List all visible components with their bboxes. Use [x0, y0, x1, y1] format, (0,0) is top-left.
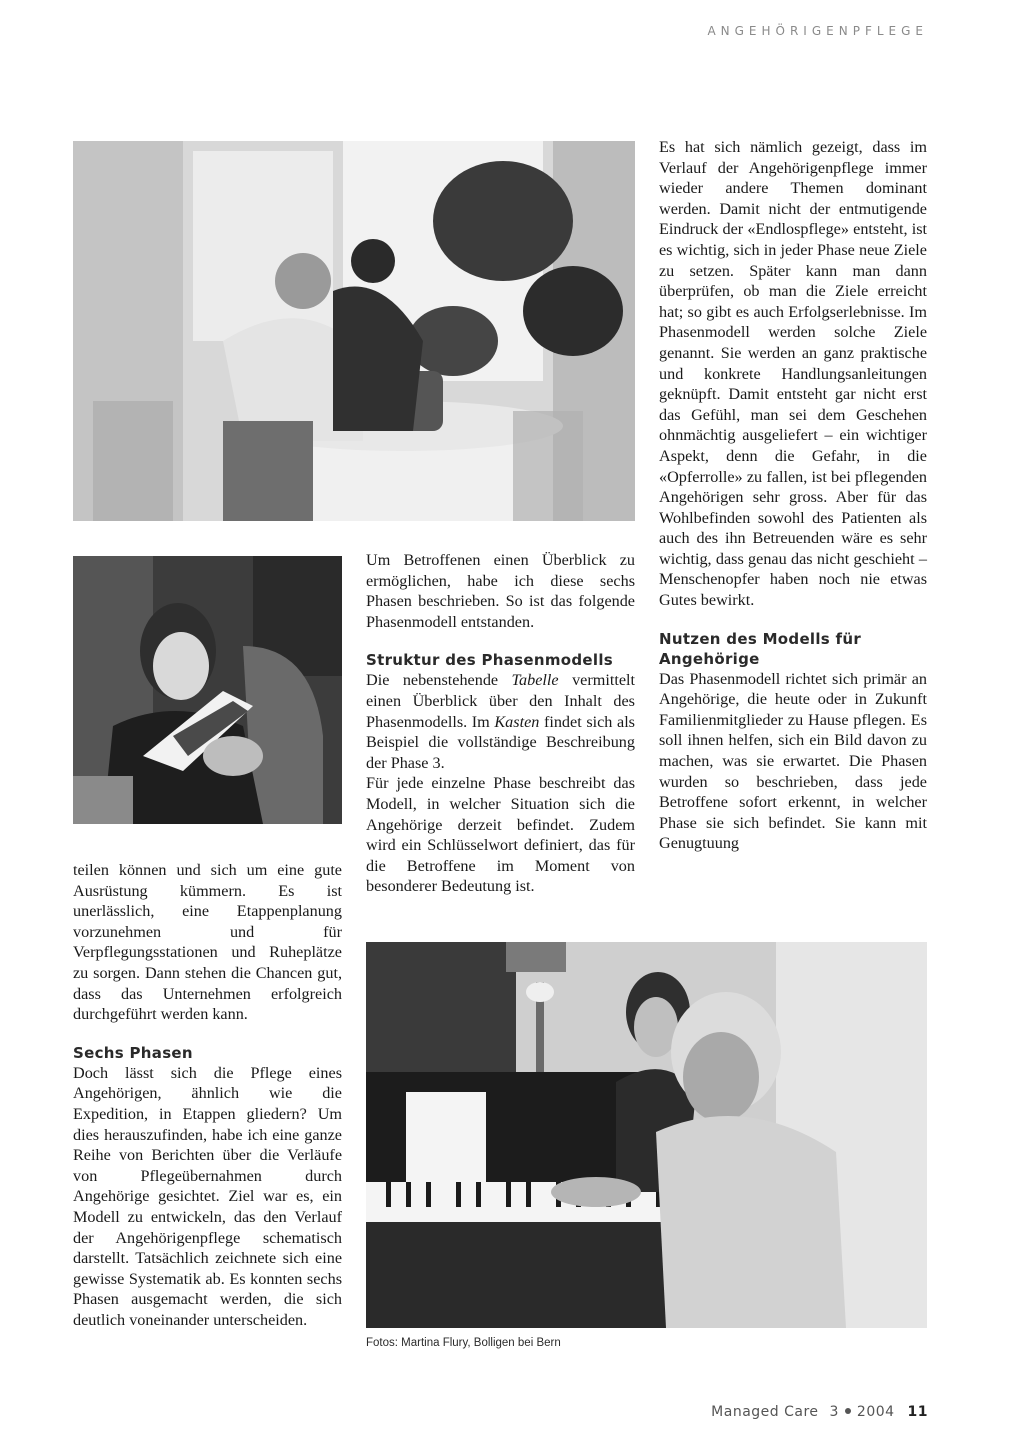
- page-footer: [711, 1404, 928, 1420]
- paragraph-sechs-phasen: Doch lässt sich die Pflege eines Angehörigen, ähnlich wie die Expedition, in Etappen gliedern? Um dies herauszufinden, habe ich eine ganze Reihe von Berichten über die Verläufe von Pflegeübernahmen durch Angehörige gesichtet. Ziel war es, ein Modell zu entwickeln, das den Verlauf der Angehörigenpflege schematisch darstellt. Tatsächlich zeichnete sich eine gewisse Systematik ab. Es konnten sechs Phasen ausgemacht werden, die sich deutlich voneinander unterscheiden.: [73, 1063, 342, 1329]
- issue-year: 2004: [856, 1404, 895, 1420]
- paragraph-themes: Es hat sich nämlich gezeigt, dass im Verlauf der Angehörigenpflege immer wieder andere Themen dominant werden. Damit nicht der entmutigende Eindruck der «Endlospflege» entsteht, ist es wichtig, sich in jeder Phase neue Ziele zu setzen. Später kann man dann überprüfen, ob man die Ziele erreicht hat; so gibt es auch Erfolgserlebnisse. Im Phasenmodell werden solche Ziele genannt. Sie werden an ganz praktische und konkrete Handlungsanleitungen geknüpft. Damit entsteht gar nicht erst das Gefühl, man sei dem Geschehen ohnmächtig ausgeliefert – ein wichtiger Aspekt, denn die Gefahr, in die «Opferrolle» zu fallen, ist bei pflegenden Angehörigen sehr gross. Aber für das Wohlbefinden sowohl des Patienten als auch des ihn Betreuenden wäre es sehr wichtig, dass genau das nicht geschieht – Menschenopfer haben noch nie etwas Gutes bewirkt.: [659, 138, 927, 610]
- column-right: [659, 137, 927, 854]
- paragraph-struktur: [366, 670, 635, 773]
- text-run: Die nebenstehende: [366, 671, 512, 690]
- paragraph-phase-description: Für jede einzelne Phase beschreibt das Modell, in welcher Situation sich die Angehörige derzeit befindet. Zudem wird ein Schlüsselwort definiert, das für die Betroffene im Moment von besonderer Bedeutung ist.: [366, 774, 635, 896]
- column-middle: [366, 550, 635, 897]
- paragraph-expedition: teilen können und sich um eine gute Ausrüstung kümmern. Es ist unerlässlich, eine Etappenplanung vorzunehmen und für Verpflegungsstationen und Ruheplätze zu sorgen. Dann stehen die Chancen gut, dass das Unternehmen erfolgreich durchgeführt werden kann.: [73, 861, 342, 1024]
- photo-kitchen-table: [73, 141, 635, 521]
- heading-struktur: Struktur des Phasenmodells: [366, 651, 613, 670]
- paragraph-overview: Um Betroffenen einen Überblick zu ermöglichen, habe ich diese sechs Phasen beschrieben. So ist das folgende Phasenmodell entstanden.: [366, 551, 635, 631]
- text-kasten: Kasten: [494, 712, 540, 731]
- heading-sechs-phasen: Sechs Phasen: [73, 1043, 193, 1062]
- photo-kitchen-table-image: [73, 141, 635, 521]
- paragraph-nutzen: Das Phasenmodell richtet sich primär an Angehörige, die heute oder in Zukunft Familienmitglieder zu Hause pflegen. Es soll ihnen helfen, sich ein Bild davon zu machen, was sie erwartet. Die Phasen wurden so beschrieben, dass jede Betroffene sofort erkennt, in welcher Phase sie sich befindet. Sie kann mit Genugtuung: [659, 669, 927, 853]
- photo-woman-reading: [73, 556, 342, 824]
- column-left: [73, 860, 342, 1330]
- running-head: ANGEHÖRIGENPFLEGE: [707, 24, 928, 38]
- page-number: 11: [907, 1404, 928, 1420]
- photo-woman-reading-image: [73, 556, 342, 824]
- journal-name: Managed Care: [711, 1404, 819, 1420]
- issue-number: 3: [829, 1404, 839, 1420]
- heading-nutzen: Nutzen des Modells für Angehörige: [659, 629, 862, 668]
- bullet-dot: [845, 1408, 851, 1414]
- text-tabelle: Tabelle: [511, 671, 559, 690]
- photo-credit-caption: Fotos: Martina Flury, Bolligen bei Bern: [366, 1337, 561, 1349]
- text-run: vermittelt einen Überblick über den Inhalt des Phasenmodells. Im: [366, 671, 635, 731]
- photo-piano: [366, 942, 927, 1328]
- text-run: findet sich als Beispiel die vollständige Beschreibung der Phase 3.: [366, 712, 635, 772]
- photo-piano-image: [366, 942, 927, 1328]
